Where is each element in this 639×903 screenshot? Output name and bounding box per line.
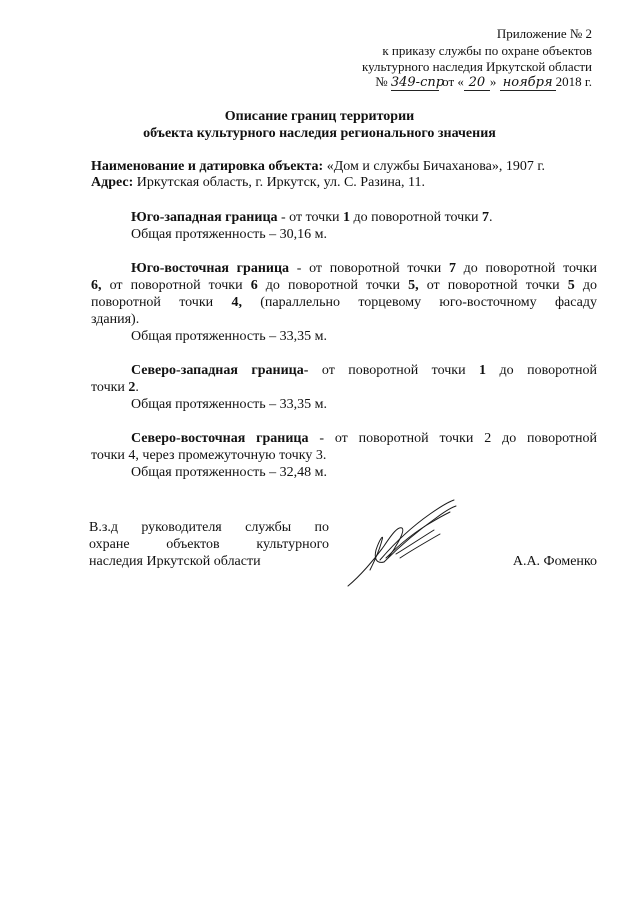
handwritten-day: 20 (464, 76, 490, 91)
address-value: Иркутская область, г. Иркутск, ул. С. Разина, 11. (133, 175, 426, 190)
document-subtitle: объекта культурного наследия регионального значения (143, 126, 496, 141)
sw-text: . (489, 210, 493, 225)
se-border-length: Общая протяженность – 33,35 м. (131, 329, 327, 344)
se-point: 5 (567, 278, 575, 293)
se-point: 6 (250, 278, 258, 293)
sw-border-length: Общая протяженность – 30,16 м. (131, 227, 327, 242)
ne-border-label: Северо-восточная граница (131, 431, 309, 446)
se-text: до поворотной точки (257, 278, 409, 293)
nw-text: точки (91, 380, 129, 395)
object-address-line (91, 175, 597, 192)
nw-border-description-line2 (91, 380, 597, 397)
appendix-number: Приложение № 2 (496, 26, 592, 41)
se-border-description-line3 (91, 295, 597, 312)
se-point: 7 (448, 261, 456, 276)
se-point: 5, (408, 278, 419, 293)
se-text: до поворотной точки (455, 261, 597, 276)
ne-border-description-line2: точки 4, через промежуточную точку 3. (91, 448, 327, 463)
object-name-line (91, 159, 597, 176)
se-text: - от поворотной точки (289, 261, 449, 276)
address-label: Адрес: (91, 175, 134, 190)
order-number-date (375, 74, 592, 91)
object-name-value: «Дом и службы Бичаханова», 1907 г. (323, 159, 545, 174)
se-text: от поворотной точки (101, 278, 251, 293)
nw-border-length: Общая протяженность – 33,35 м. (131, 397, 327, 412)
sw-text: - от точки (277, 210, 344, 225)
document-title: Описание границ территории (224, 109, 415, 124)
nw-text: от поворотной точки (308, 363, 480, 378)
signatory-title-line: охране объектов культурного (89, 537, 329, 552)
handwritten-month: ноября (500, 76, 556, 91)
sw-border-description (91, 210, 597, 227)
nw-point: 1 (479, 363, 487, 378)
se-text: до (574, 278, 598, 293)
signatory-title-line: В.з.д руководителя службы по (89, 520, 329, 535)
ne-border-length: Общая протяженность – 32,48 м. (131, 465, 327, 480)
se-border-description-line4: здания). (91, 312, 140, 327)
order-reference-line: к приказу службы по охране объектов (382, 43, 592, 58)
nw-text: до поворотной (486, 363, 597, 378)
se-border-label: Юго-восточная граница (131, 261, 290, 276)
number-prefix: № (375, 74, 388, 89)
from-text: от « (442, 74, 464, 89)
handwritten-order-number: 349-спр (390, 75, 445, 90)
year-text: 2018 г. (555, 74, 592, 89)
sw-point: 7 (482, 210, 489, 225)
nw-text: . (135, 380, 139, 395)
order-reference-line: культурного наследия Иркутской области (361, 59, 592, 74)
signatory-title-line: наследия Иркутской области (89, 554, 261, 569)
se-point: 6, (91, 278, 102, 293)
se-border-description-line2 (91, 278, 597, 295)
sw-point: 1 (343, 210, 351, 225)
nw-point: 2 (128, 380, 136, 395)
se-border-description-line1 (91, 261, 597, 278)
nw-border-description-line1 (91, 363, 597, 380)
sw-text: до поворотной точки (350, 210, 482, 225)
ne-text: - от поворотной точки 2 до поворотной (308, 431, 597, 446)
se-text: (параллельно торцевому юго-восточному фасаду (241, 295, 597, 310)
se-text: от поворотной точки (418, 278, 568, 293)
nw-border-label: Северо-западная граница- (131, 363, 309, 378)
object-name-label: Наименование и датировка объекта: (91, 159, 324, 174)
signatory-name: А.А. Фоменко (512, 554, 597, 569)
se-point: 4, (231, 295, 242, 310)
handwritten-signature (340, 498, 460, 590)
se-text: поворотной точки (91, 295, 232, 310)
sw-border-label: Юго-западная граница (131, 210, 278, 225)
close-quote: » (489, 74, 497, 89)
ne-border-description-line1 (91, 431, 597, 448)
